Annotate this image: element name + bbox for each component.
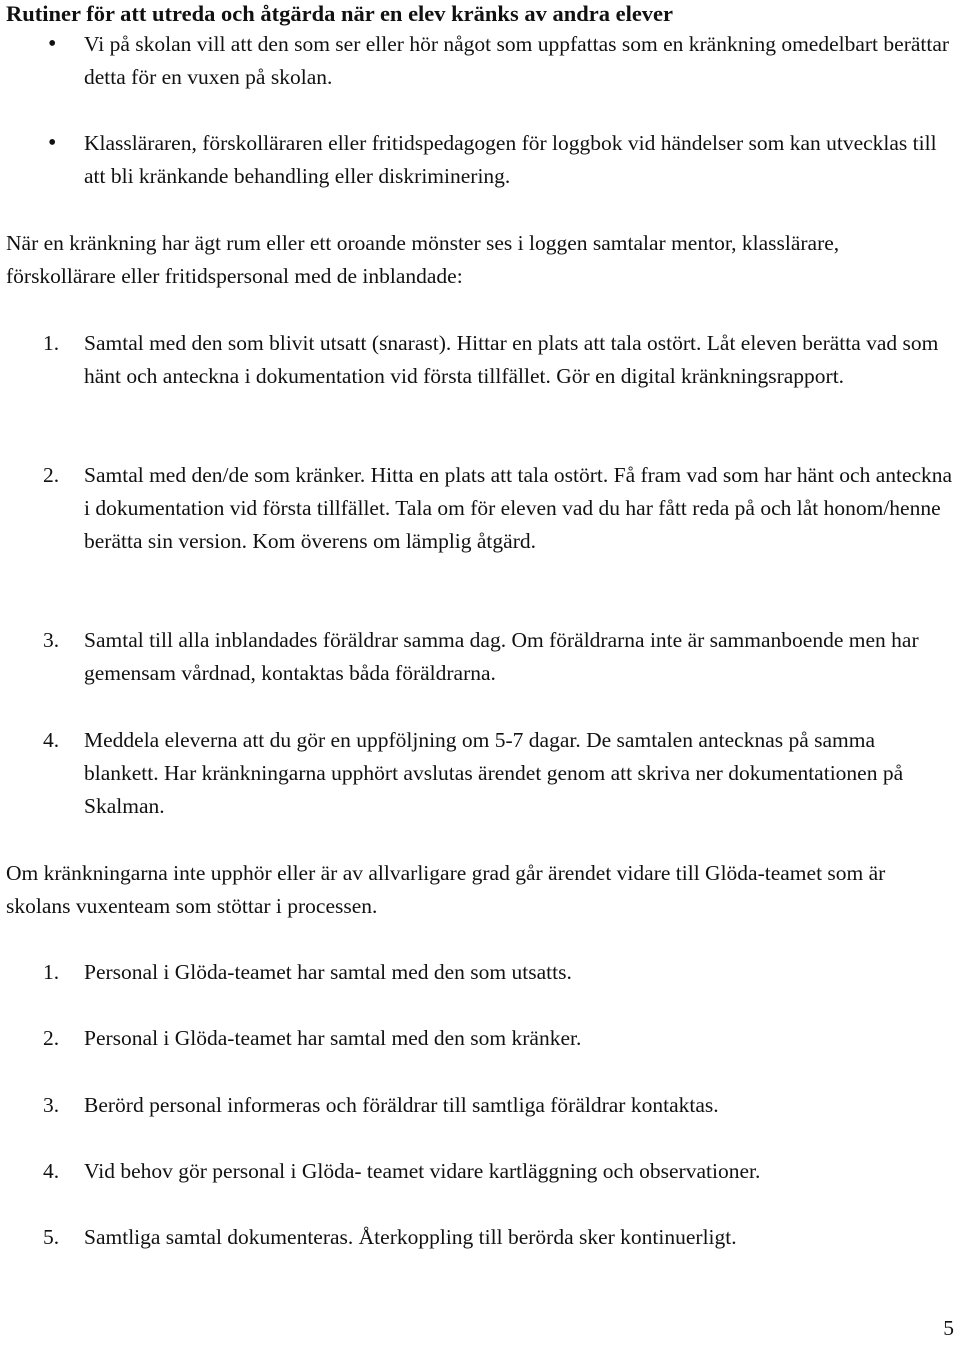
list-text: Meddela eleverna att du gör en uppföljning om 5-7 dagar. De samtalen antecknas på samma blankett. Har kränkningarna upphört avslutas ärendet genom att skriva ner dokumentationen på Skalman. — [84, 728, 904, 818]
list-number: 2. — [43, 463, 60, 487]
list-number: 1. — [43, 331, 60, 355]
document-title: Rutiner för att utreda och åtgärda när en elev kränks av andra elever — [6, 1, 674, 26]
list-number: 3. — [43, 628, 60, 652]
escalation-paragraph: Om kränkningarna inte upphör eller är av allvarligare grad går ärendet vidare till Glöda-teamet som är skolans vuxenteam som stöttar i processen. — [6, 861, 886, 918]
list-number: 3. — [43, 1093, 60, 1117]
bullet-text: Vi på skolan vill att den som ser eller hör något som uppfattas som en kränkning omedelbart berättar detta för en vuxen på skolan. — [84, 32, 950, 89]
list-number: 4. — [43, 728, 60, 752]
bullet-icon: • — [48, 31, 57, 57]
list-number: 2. — [43, 1026, 60, 1050]
list-text: Personal i Glöda-teamet har samtal med den som utsatts. — [84, 960, 572, 984]
list-text: Berörd personal informeras och föräldrar till samtliga föräldrar kontaktas. — [84, 1093, 719, 1117]
list-text: Samtal med den/de som kränker. Hitta en plats att tala ostört. Få fram vad som har hänt och anteckna i dokumentation vid första tillfället. Tala om för eleven vad du har fått reda på och låt honom/henne berätta sin version. Kom överens om lämplig åtgärd. — [84, 463, 953, 553]
list-text: Personal i Glöda-teamet har samtal med den som kränker. — [84, 1026, 582, 1050]
list-number: 5. — [43, 1225, 60, 1249]
list-text: Vid behov gör personal i Glöda- teamet vidare kartläggning och observationer. — [84, 1159, 761, 1183]
list-text: Samtal till alla inblandades föräldrar samma dag. Om föräldrarna inte är sammanboende men har gemensam vårdnad, kontaktas båda föräldrarna. — [84, 628, 919, 685]
list-number: 4. — [43, 1159, 60, 1183]
list-number: 1. — [43, 960, 60, 984]
intro-paragraph: När en kränkning har ägt rum eller ett oroande mönster ses i loggen samtalar mentor, klasslärare, förskollärare eller fritidspersonal med de inblandade: — [6, 231, 840, 288]
page-number: 5 — [943, 1316, 954, 1340]
bullet-icon: • — [48, 130, 57, 156]
list-text: Samtliga samtal dokumenteras. Återkoppling till berörda sker kontinuerligt. — [84, 1225, 737, 1249]
bullet-text: Klassläraren, förskolläraren eller fritidspedagogen för loggbok vid händelser som kan utvecklas till att bli kränkande behandling eller diskriminering. — [84, 131, 937, 188]
list-text: Samtal med den som blivit utsatt (snarast). Hittar en plats att tala ostört. Låt eleven berätta vad som hänt och anteckna i dokumentation vid första tillfället. Gör en digital kränkningsrapport. — [84, 331, 939, 388]
